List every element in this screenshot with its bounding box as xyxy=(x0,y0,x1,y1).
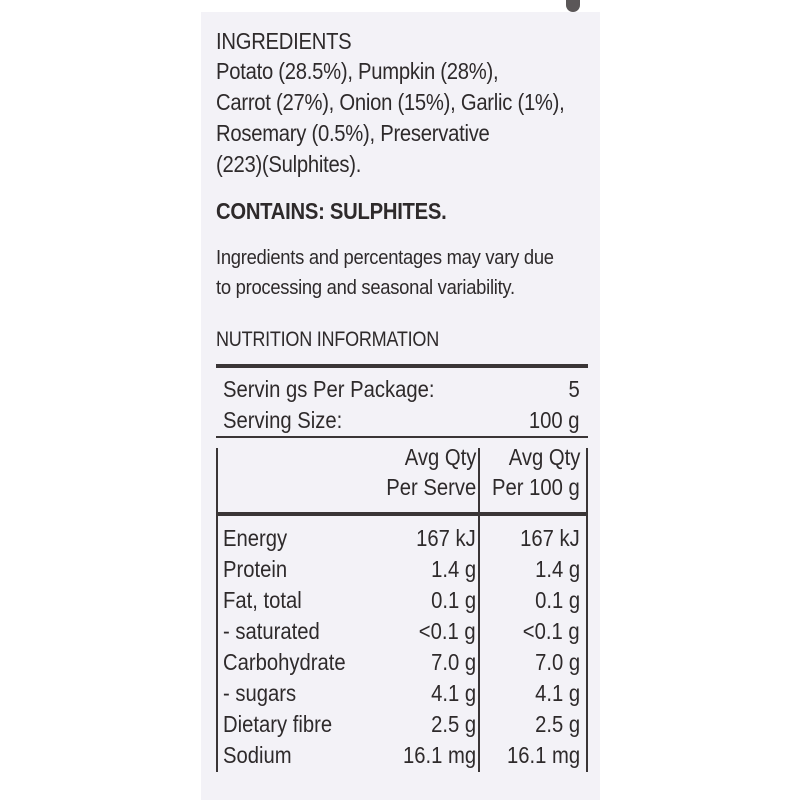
serving-size-label: Serving Size: xyxy=(223,407,343,433)
nutrient-per-100g: 1.4 g xyxy=(534,556,580,582)
nutrient-per-serve: 16.1 mg xyxy=(402,742,476,768)
nutrient-per-serve: <0.1 g xyxy=(419,618,476,644)
nutrient-label: Energy xyxy=(223,525,288,551)
ingredients-line: Rosemary (0.5%), Preservative xyxy=(216,120,490,146)
nutrient-per-100g: 16.1 mg xyxy=(506,742,580,768)
nutrient-row-carbohydrate xyxy=(216,646,588,677)
nutrient-per-100g: 0.1 g xyxy=(534,587,580,613)
variability-note-line: to processing and seasonal variability. xyxy=(216,277,515,299)
nutrient-label: Dietary fibre xyxy=(223,711,333,737)
servings-label: Servin gs Per Package: xyxy=(223,376,435,402)
nutrient-label: - saturated xyxy=(223,618,320,644)
nutrient-per-serve: 2.5 g xyxy=(430,711,476,737)
col-per-serve-header-line1: Avg Qty xyxy=(404,444,476,470)
nutrient-per-serve: 1.4 g xyxy=(430,556,476,582)
serving-size-value: 100 g xyxy=(529,407,580,433)
nutrient-per-100g: <0.1 g xyxy=(523,618,580,644)
table-right-border xyxy=(586,448,588,772)
nutrient-per-100g: 4.1 g xyxy=(534,680,580,706)
nutrient-label: - sugars xyxy=(223,680,297,706)
nutrient-label: Fat, total xyxy=(223,587,302,613)
nutrient-row-protein xyxy=(216,553,588,584)
nutrient-row-energy xyxy=(216,522,588,553)
nutrient-per-serve: 4.1 g xyxy=(430,680,476,706)
table-left-border xyxy=(216,448,218,772)
nutrient-per-100g: 2.5 g xyxy=(534,711,580,737)
nutrient-per-serve: 167 kJ xyxy=(416,525,476,551)
servings-row xyxy=(216,368,588,404)
nutrient-row-dietary-fibre xyxy=(216,708,588,739)
nutrition-title: NUTRITION INFORMATION xyxy=(216,328,439,351)
variability-note-line: Ingredients and percentages may vary due xyxy=(216,247,554,269)
col-per-serve-header-line2: Per Serve xyxy=(386,474,476,500)
nutrient-per-100g: 167 kJ xyxy=(520,525,580,551)
ingredients-line: (223)(Sulphites). xyxy=(216,151,362,177)
nutrient-per-serve: 0.1 g xyxy=(430,587,476,613)
nutrient-row-fat-total xyxy=(216,584,588,615)
ingredients-heading: INGREDIENTS xyxy=(216,28,352,54)
nutrient-row-saturated xyxy=(216,615,588,646)
nutrient-label: Sodium xyxy=(223,742,292,768)
col-per-100g-header-line2: Per 100 g xyxy=(492,474,580,500)
top-edge-mark xyxy=(566,0,580,12)
nutrient-label: Protein xyxy=(223,556,288,582)
ingredients-line: Potato (28.5%), Pumpkin (28%), xyxy=(216,58,499,84)
ingredients-line: Carrot (27%), Onion (15%), Garlic (1%), xyxy=(216,89,565,115)
serving-size-row xyxy=(216,404,588,436)
column-header-row xyxy=(216,438,588,512)
nutrient-row-sodium xyxy=(216,739,588,770)
nutrient-per-100g: 7.0 g xyxy=(534,649,580,675)
servings-value: 5 xyxy=(568,376,580,402)
allergen-statement: CONTAINS: SULPHITES. xyxy=(216,198,447,224)
nutrient-per-serve: 7.0 g xyxy=(430,649,476,675)
nutrient-label: Carbohydrate xyxy=(223,649,346,675)
nutrition-table xyxy=(216,364,588,770)
table-column-divider xyxy=(478,448,480,772)
nutrient-row-sugars xyxy=(216,677,588,708)
col-per-100g-header-line1: Avg Qty xyxy=(508,444,580,470)
